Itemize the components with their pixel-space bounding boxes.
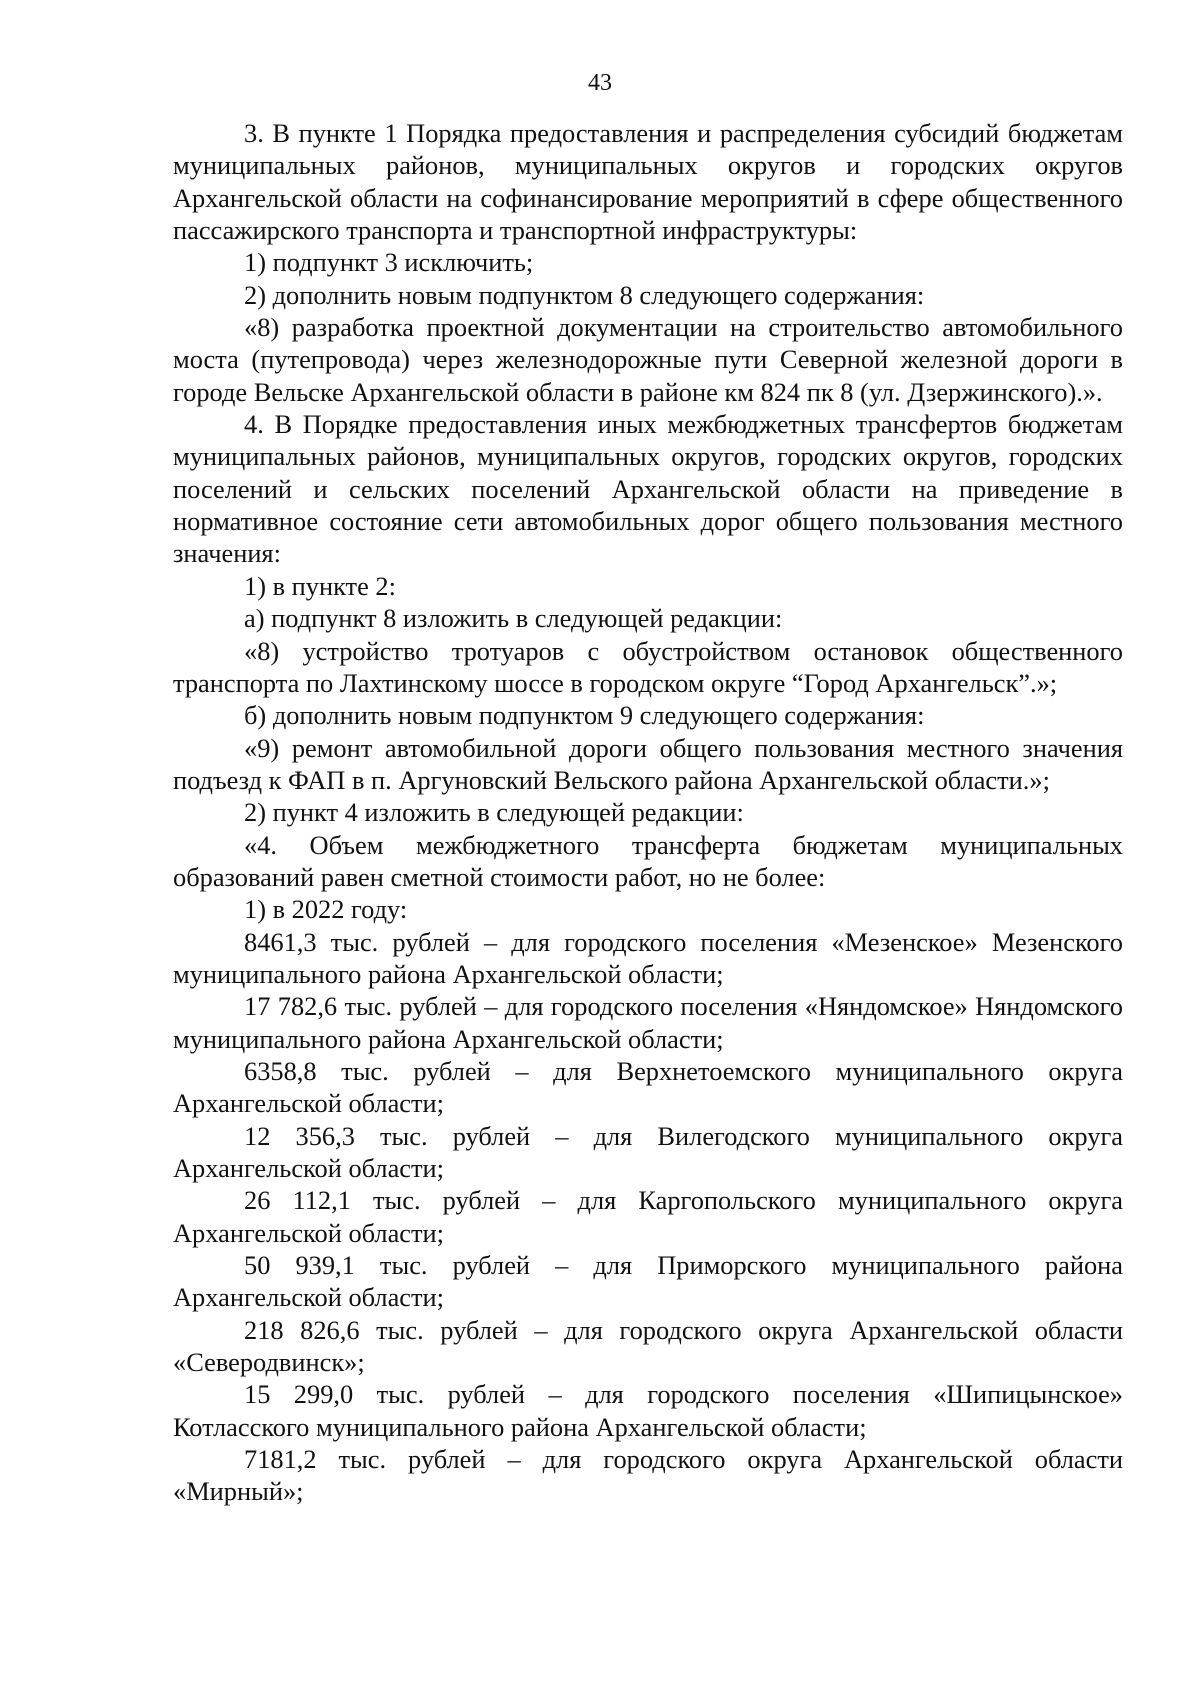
paragraph-quoted-item-8-sidewalks: «8) устройство тротуаров с обустройством остановок общественного транспорта по Лахтинскому шоссе в городском округе “Город Архангельск”.»; [173, 635, 1123, 698]
paragraph-section-3: 3. В пункте 1 Порядка предоставления и распределения субсидий бюджетам муниципальных районов, муниципальных округов и городских округов Архангельской области на софинансирование мероприятий в сфере общественного пассажирского транспорта и транспортной инфраструктуры: [173, 118, 1123, 246]
page-number: 43 [588, 70, 612, 96]
paragraph-in-point-2: 1) в пункте 2: [244, 570, 396, 601]
list-item-shipitsynskoe: 15 299,0 тыс. рублей – для городского поселения «Шипицынское» Котласского муниципального района Архангельской области; [173, 1379, 1123, 1442]
list-item-kargopolsky: 26 112,1 тыс. рублей – для Каргопольского муниципального округа Архангельской области; [173, 1185, 1123, 1248]
paragraph-subitem-b: б) дополнить новым подпунктом 9 следующего содержания: [244, 700, 925, 731]
paragraph-year-2022: 1) в 2022 году: [244, 894, 408, 925]
paragraph-section-4: 4. В Порядке предоставления иных межбюджетных трансфертов бюджетам муниципальных районов, муниципальных округов, городских округов, городских поселений и сельских поселений Архангельской области на приведение в нормативное состояние сети автомобильных дорог общего пользования местного значения: [173, 409, 1123, 569]
list-item-nyandomskoe: 17 782,6 тыс. рублей – для городского поселения «Няндомское» Няндомского муниципального района Архангельской области; [173, 991, 1123, 1054]
list-item-mezenskoe: 8461,3 тыс. рублей – для городского поселения «Мезенское» Мезенского муниципального района Архангельской области; [173, 926, 1123, 989]
paragraph-subitem-a: а) подпункт 8 изложить в следующей редакции: [244, 603, 783, 634]
paragraph-subitem-2-add: 2) дополнить новым подпунктом 8 следующего содержания: [244, 279, 925, 310]
document-body [173, 117, 1123, 1508]
list-item-primorsky: 50 939,1 тыс. рублей – для Приморского муниципального района Архангельской области; [173, 1250, 1123, 1313]
list-item-verkhnetoemsky: 6358,8 тыс. рублей – для Верхнетоемского муниципального округа Архангельской области; [173, 1055, 1123, 1119]
paragraph-subitem-1-exclude: 1) подпункт 3 исключить; [244, 247, 534, 278]
list-item-severodvinsk: 218 826,6 тыс. рублей – для городского округа Архангельской области «Северодвинск»; [173, 1314, 1123, 1378]
paragraph-quoted-item-9-road: «9) ремонт автомобильной дороги общего пользования местного значения подъезд к ФАП в п. Аргуновский Вельского района Архангельской области.»; [173, 732, 1123, 795]
paragraph-quoted-item-8-bridge: «8) разработка проектной документации на строительство автомобильного моста (путепровода) через железнодорожные пути Северной железной дороги в городе Вельске Архангельской области в районе км 824 пк 8 (ул. Дзержинского).». [173, 312, 1123, 407]
list-item-vilegodsky: 12 356,3 тыс. рублей – для Вилегодского муниципального округа Архангельской области; [173, 1120, 1123, 1183]
paragraph-quoted-point-4: «4. Объем межбюджетного трансферта бюджетам муниципальных образований равен сметной стоимости работ, но не более: [173, 829, 1123, 892]
list-item-mirny: 7181,2 тыс. рублей – для городского округа Архангельской области «Мирный»; [173, 1444, 1123, 1507]
paragraph-point-4-edit: 2) пункт 4 изложить в следующей редакции: [244, 797, 744, 828]
